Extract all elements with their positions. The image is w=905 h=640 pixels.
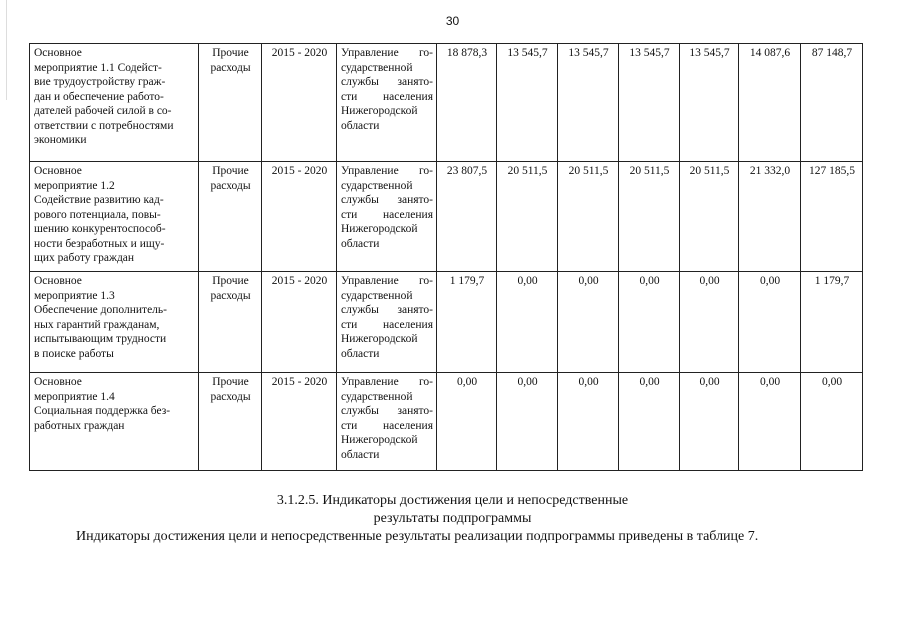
year-value-cell: 13 545,7 [680,44,739,162]
activity-name-line: дан и обеспечение работо- [34,90,164,103]
year-value-cell: 13 545,7 [558,44,619,162]
expense-type-line: расходы [210,179,251,192]
responsible-org-line: Нижегородской [341,105,418,117]
activity-name-cell [30,44,199,162]
activity-name-cell [30,162,199,272]
responsible-org-line: сти населения [341,208,433,221]
period-cell: 2015 - 2020 [262,44,337,162]
expense-type-cell [199,44,262,162]
activity-name-line: рового потенциала, повы- [34,208,161,221]
expense-type-line: расходы [210,390,251,403]
expense-type-line: Прочие [212,275,249,287]
expense-type-line: Прочие [212,47,249,59]
period-cell: 2015 - 2020 [262,272,337,373]
responsible-org-line: области [341,119,380,132]
responsible-org-line: Управление го- [341,275,433,287]
responsible-org-line: сти населения [341,90,433,103]
responsible-org-line: сударственной [341,61,413,74]
responsible-org-line: Нижегородской [341,223,418,235]
responsible-org-cell [337,162,437,272]
year-value-cell: 14 087,6 [739,44,801,162]
activity-name-line: Социальная поддержка без- [34,405,171,417]
year-value-cell: 0,00 [558,272,619,373]
year-value-cell: 20 511,5 [497,162,558,272]
expense-type-line: расходы [210,289,251,302]
activity-name-line: мероприятие 1.1 Содейст- [34,61,162,74]
expense-type-cell [199,373,262,471]
year-value-cell: 0,00 [680,373,739,471]
year-value-cell: 0,00 [739,373,801,471]
responsible-org-line: Управление го- [341,47,433,59]
budget-table [29,43,863,471]
activity-name-line: работных граждан [34,419,125,432]
responsible-org-line: Управление го- [341,376,433,388]
expense-type-cell [199,162,262,272]
responsible-org-line: сударственной [341,179,413,192]
year-value-cell: 0,00 [558,373,619,471]
responsible-org-line: Нижегородской [341,434,418,446]
responsible-org-cell [337,272,437,373]
year-value-cell: 1 179,7 [437,272,497,373]
table-row [30,44,863,162]
table-row [30,162,863,272]
activity-name-line: мероприятие 1.3 [34,289,115,302]
year-value-cell: 13 545,7 [619,44,680,162]
activity-name-cell [30,373,199,471]
responsible-org-line: Управление го- [341,165,433,177]
year-value-cell: 23 807,5 [437,162,497,272]
activity-name-line: ных гарантий гражданам, [34,318,160,331]
table-row [30,272,863,373]
responsible-org-line: сударственной [341,289,413,302]
responsible-org-line: области [341,237,380,250]
responsible-org-line: области [341,347,380,360]
responsible-org-line: сти населения [341,419,433,432]
year-value-cell: 0,00 [497,272,558,373]
activity-name-line: мероприятие 1.4 [34,390,115,403]
total-value-cell: 87 148,7 [801,44,863,162]
responsible-org-cell [337,373,437,471]
period-cell: 2015 - 2020 [262,373,337,471]
year-value-cell: 0,00 [437,373,497,471]
activity-name-cell [30,272,199,373]
section-heading-continued: результаты подпрограммы [373,511,532,526]
year-value-cell: 18 878,3 [437,44,497,162]
responsible-org-cell [337,44,437,162]
expense-type-line: Прочие [212,165,249,177]
year-value-cell: 0,00 [739,272,801,373]
responsible-org-line: службы занято- [341,405,433,417]
expense-type-line: расходы [210,61,251,74]
activity-name-line: Основное [34,47,82,59]
year-value-cell: 20 511,5 [619,162,680,272]
activity-name-line: шению конкурентоспособ- [34,223,166,235]
activity-name-line: ности безработных и ищу- [34,237,165,250]
year-value-cell: 0,00 [619,373,680,471]
year-value-cell: 0,00 [497,373,558,471]
activity-name-line: экономики [34,134,87,146]
responsible-org-line: сударственной [341,390,413,403]
year-value-cell: 0,00 [680,272,739,373]
page-number: 30 [445,14,460,28]
activity-name-line: дателей рабочей силой в со- [34,105,172,117]
activity-name-line: Основное [34,376,82,388]
activity-name-line: в поиске работы [34,347,114,360]
activity-name-line: испытывающим трудности [34,333,167,345]
activity-name-line: Основное [34,165,82,177]
year-value-cell: 20 511,5 [680,162,739,272]
activity-name-line: Основное [34,275,82,287]
period-cell: 2015 - 2020 [262,162,337,272]
body-paragraph: Индикаторы достижения цели и непосредственные результаты реализации подпрограммы приведены в таблице 7. [76,529,759,544]
activity-name-line: щих работу граждан [34,252,135,264]
year-value-cell: 13 545,7 [497,44,558,162]
responsible-org-line: службы занято- [341,194,433,206]
activity-name-line: Содействие развитию кад- [34,194,164,206]
year-value-cell: 21 332,0 [739,162,801,272]
total-value-cell: 127 185,5 [801,162,863,272]
total-value-cell: 0,00 [801,373,863,471]
section-heading: 3.1.2.5. Индикаторы достижения цели и непосредственные [276,493,629,508]
responsible-org-line: Нижегородской [341,333,418,345]
activity-name-line: ответствии с потребностями [34,119,174,132]
table-row [30,373,863,471]
responsible-org-line: области [341,448,380,461]
responsible-org-line: службы занято- [341,304,433,316]
activity-name-line: вие трудоустройству граж- [34,76,166,88]
expense-type-cell [199,272,262,373]
responsible-org-line: службы занято- [341,76,433,88]
year-value-cell: 20 511,5 [558,162,619,272]
activity-name-line: Обеспечение дополнитель- [34,304,167,316]
activity-name-line: мероприятие 1.2 [34,179,115,192]
year-value-cell: 0,00 [619,272,680,373]
responsible-org-line: сти населения [341,318,433,331]
total-value-cell: 1 179,7 [801,272,863,373]
expense-type-line: Прочие [212,376,249,388]
